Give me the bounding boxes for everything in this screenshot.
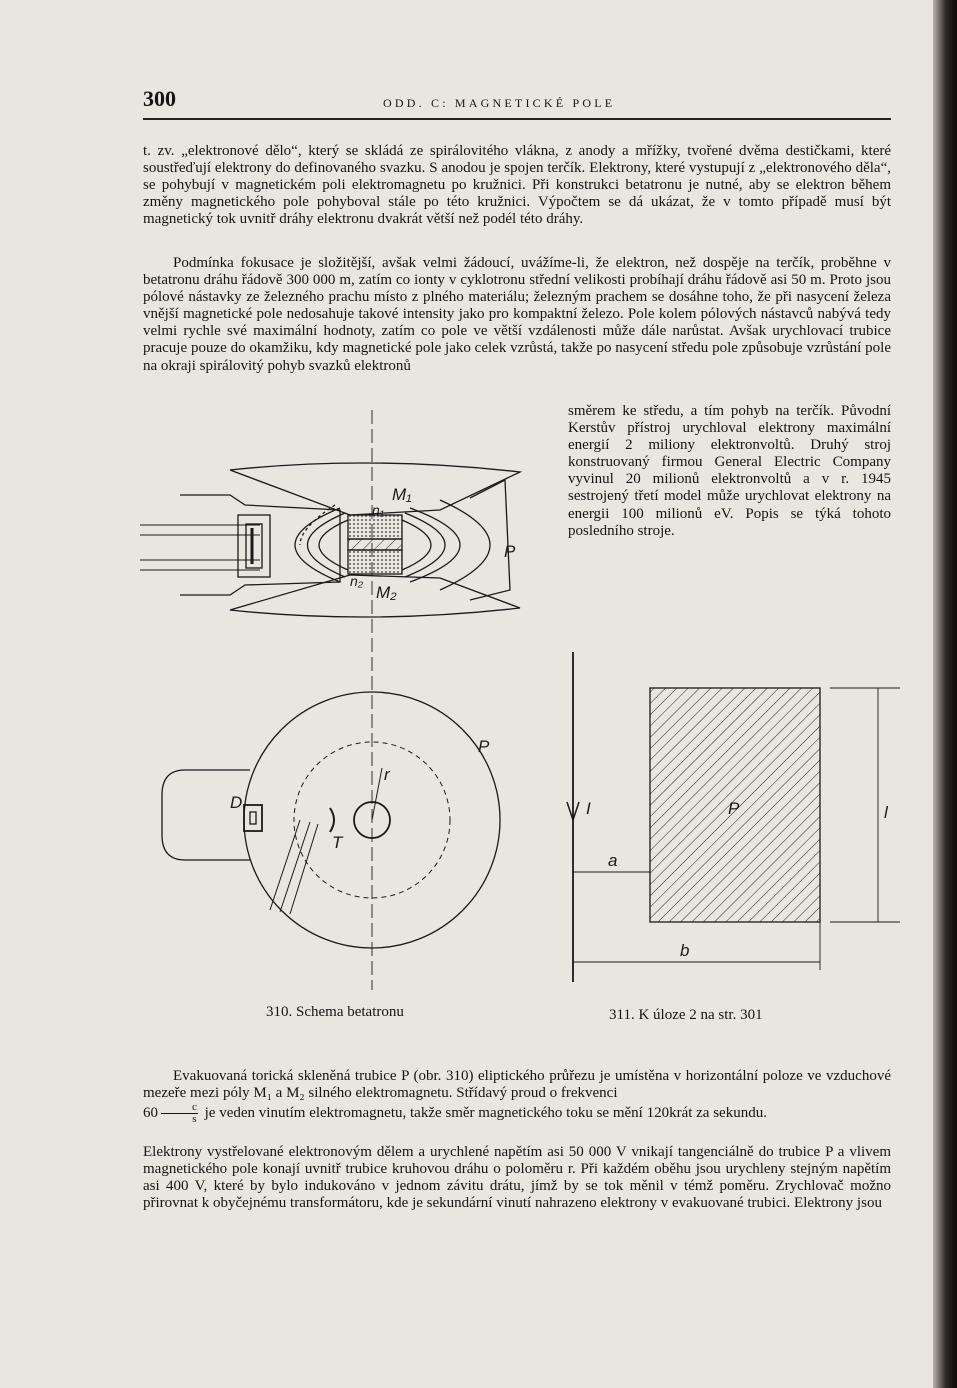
label-p-side: P (504, 542, 516, 561)
label-i: I (586, 799, 591, 818)
caption-figure-310: 310. Schema betatronu (266, 1004, 404, 1020)
label-a: a (608, 851, 618, 870)
label-b: b (680, 941, 690, 960)
header-rule (143, 118, 891, 120)
magnet-m2 (230, 575, 520, 617)
coil-n2 (348, 550, 402, 574)
book-spine-shadow (933, 0, 957, 1388)
coil-n1 (348, 515, 402, 539)
label-n1: n₁ (372, 502, 385, 518)
paragraph-electron-gun: t. zv. „elektronové dělo“, který se skládá ze spirálovitého vlákna, z anody a mřížky, tvořené dvěma destičkami, které soustřeďují elektrony do definovaného svazku. S anodou je spojen terčík. Elektrony, které vystupují z „elektronového děla“, se pohybují v magnetickém poli elektromagnetu po kružnici. Při konstrukci betatronu je nutné, aby se elektron během změny magnetického pole pohyboval stále po této kružnici. Výpočtem se dá ukázat, že v tomto případě musí být magnetický tok uvnitř dráhy elektronu dvakrát větší než podél této dráhy. (143, 143, 891, 228)
frequency-unit-numerator: c (161, 1102, 198, 1114)
figure-310-311 (140, 410, 900, 990)
betatron-plan-view (162, 692, 500, 948)
text-flux-reversal: je veden vinutím elektromagnetu, takže směr magnetického toku se mění 120krát za sekundu. (204, 1105, 767, 1122)
paragraph-machines: směrem ke středu, a tím pohyb na terčík. Původní Kerstův přístroj urychloval elektrony maximální energií 2 miliony elektronvoltů. Druhý stroj konstruovaný firmou General Electric Company vyvinul 20 milionů elektronvoltů a v r. 1945 sestrojený třetí model může urychlovat elektrony na energii 100 milionů eV. Popis se týká tohoto posledního stroje. (568, 403, 891, 539)
paragraph-electron-injection: Elektrony vystřelované elektronovým dělem a urychlené napětím asi 50 000 V vnikají tangenciálně do trubice P a vlivem magnetického pole konají uvnitř trubice kruhovou dráhu o poloměru r. Při každém oběhu jsou urychleny stejným napětím asi 400 V, které by bylo indukováno v jednom závitu drátu, jímž by se tok měnil v témž poměru. Zrychlovač možno přirovnat k obyčejnému transformátoru, kde je sekundární vinutí nahrazeno elektrony v evakuované trubici. Elektrony jsou (143, 1144, 891, 1212)
label-r: r (384, 765, 390, 784)
label-l: l (884, 803, 888, 822)
frequency-unit-denominator: s (192, 1113, 197, 1126)
frequency-value: 60 (143, 1105, 158, 1122)
label-p: P (728, 799, 740, 818)
running-header: ODD. C: MAGNETICKÉ POLE (383, 96, 616, 110)
label-m1: M₁ (392, 485, 412, 504)
paragraph-focusing: Podmínka fokusace je složitější, avšak velmi žádoucí, uvážíme-li, že elektron, než dospěje na terčík, proběhne v betatronu dráhu řádově 300 000 m, zatím co ionty v cyklotronu střední velikosti probíhají dráhu řádově asi 50 m. Proto jsou pólové nástavky ze železného prachu místo z plného materiálu; železným prachem se dosáhne toho, že při nasycení železa vnější magnetické pole nedosahuje takové intensity jako pro kompaktní železo. Pole kolem pólových nástavců nabývá tedy velmi rychle své maximální hodnoty, zatím co pole ve větší vzdálenosti může dále narůstat. Avšak urychlovací trubice pracuje pouze do okamžiku, kdy magnetické pole jako celek vzrůstá, takže po nasycení středu pole způsobuje vzrůstání pole na okraji spirálovitý pohyb svazků elektronů (143, 255, 891, 374)
paragraph-torus-tube (143, 1068, 891, 1125)
frequency-unit (161, 1102, 198, 1125)
label-t: T (332, 833, 343, 852)
label-m2: M₂ (376, 583, 397, 602)
fig310-bottom-labels (230, 737, 490, 852)
page-number: 300 (143, 86, 176, 111)
label-p-top: P (478, 737, 490, 756)
text-torus-tube: Evakuovaná torická skleněná trubice P (obr. 310) eliptického průřezu je umístěna v horizontální poloze ve vzduchové mezeře mezi póly M₁ a M₂ silného elektromagnetu. Střídavý proud o frekvenci (143, 1068, 891, 1102)
caption-figure-311: 311. K úloze 2 na str. 301 (609, 1007, 763, 1023)
betatron-cross-section (140, 410, 520, 990)
label-d: D (230, 793, 243, 812)
label-n2: n₂ (350, 573, 364, 589)
